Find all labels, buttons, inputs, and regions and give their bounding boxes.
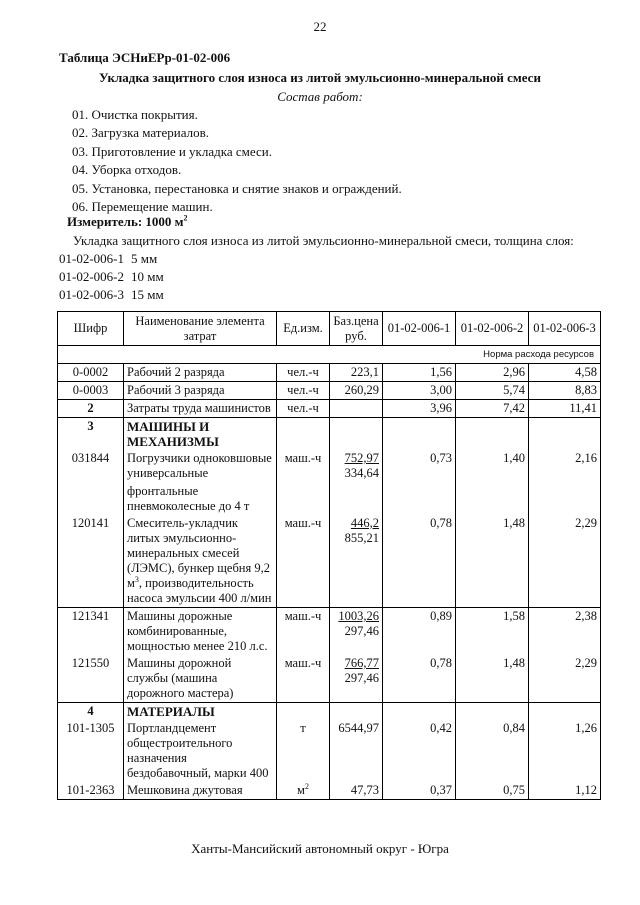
work-step: 04. Уборка отходов. bbox=[72, 162, 182, 178]
cell-unit: маш.-ч bbox=[277, 655, 330, 703]
cell-price: 260,29 bbox=[330, 382, 383, 400]
code-item bbox=[59, 268, 164, 286]
cell-v2: 1,48 bbox=[456, 515, 529, 608]
cell-v3: 2,29 bbox=[529, 515, 601, 608]
section-row bbox=[58, 703, 601, 721]
cell-unit: маш.-ч bbox=[277, 450, 330, 515]
code-value: 10 мм bbox=[131, 269, 164, 284]
code-value: 5 мм bbox=[131, 251, 158, 266]
cell-price: 223,1 bbox=[330, 364, 383, 382]
cell-v1: 0,37 bbox=[383, 782, 456, 800]
cell-name: Мешковина джутовая bbox=[124, 782, 277, 800]
header-price: Баз.цена руб. bbox=[330, 312, 383, 346]
page-footer: Ханты-Мансийский автономный округ - Югра bbox=[191, 841, 449, 856]
cell-unit bbox=[277, 782, 330, 800]
price-wage: 297,46 bbox=[344, 624, 379, 638]
cell-price bbox=[330, 400, 383, 418]
subtitle: Укладка защитного слоя износа из литой эмульсионно-минеральной смеси bbox=[99, 70, 541, 85]
price-wage: 334,64 bbox=[344, 466, 379, 480]
table-row bbox=[58, 382, 601, 400]
norma-row bbox=[58, 346, 601, 364]
header-c2: 01-02-006-2 bbox=[456, 312, 529, 346]
section-row bbox=[58, 418, 601, 451]
cell-v3: 4,58 bbox=[529, 364, 601, 382]
code-id: 01-02-006-1 bbox=[59, 251, 124, 266]
cell-v2: 1,58 bbox=[456, 608, 529, 656]
work-step: 02. Загрузка материалов. bbox=[72, 125, 209, 141]
cell-v3: 2,29 bbox=[529, 655, 601, 703]
work-steps-list bbox=[72, 106, 402, 216]
norma-label: Норма расхода ресурсов bbox=[58, 346, 601, 364]
work-composition-label: Состав работ: bbox=[277, 89, 363, 104]
work-step: 01. Очистка покрытия. bbox=[72, 107, 198, 122]
code-item bbox=[59, 250, 164, 268]
table-row bbox=[58, 655, 601, 703]
table-row bbox=[58, 400, 601, 418]
cell-code: 101-1305 bbox=[58, 720, 124, 782]
table-row bbox=[58, 608, 601, 656]
section-title: МАШИНЫ И МЕХАНИЗМЫ bbox=[124, 418, 277, 451]
cell-unit: чел.-ч bbox=[277, 400, 330, 418]
cell-v2: 5,74 bbox=[456, 382, 529, 400]
cell-name: Рабочий 2 разряда bbox=[124, 364, 277, 382]
price-base: 766,77 bbox=[344, 656, 379, 670]
header-code: Шифр bbox=[58, 312, 124, 346]
cell-v2: 2,96 bbox=[456, 364, 529, 382]
cell-v1: 3,96 bbox=[383, 400, 456, 418]
cell-v3: 2,16 bbox=[529, 450, 601, 515]
code-item bbox=[59, 286, 164, 304]
cell-v3: 1,26 bbox=[529, 720, 601, 782]
section-code: 4 bbox=[58, 703, 124, 721]
price-base: 1003,26 bbox=[338, 609, 379, 623]
measure-label: Измеритель: 1000 м bbox=[67, 214, 184, 229]
code-id: 01-02-006-2 bbox=[59, 269, 124, 284]
table-row bbox=[58, 782, 601, 800]
work-step: 03. Приготовление и укладка смеси. bbox=[72, 143, 272, 159]
cell-unit: маш.-ч bbox=[277, 515, 330, 608]
work-step: 05. Установка, перестановка и снятие знаков и ограждений. bbox=[72, 180, 402, 196]
resource-table bbox=[57, 311, 601, 800]
section-code: 3 bbox=[58, 418, 124, 451]
table-row bbox=[58, 720, 601, 782]
cell-unit: чел.-ч bbox=[277, 382, 330, 400]
cell-unit: чел.-ч bbox=[277, 364, 330, 382]
measure-unit bbox=[67, 214, 188, 230]
cell-code: 031844 bbox=[58, 450, 124, 515]
header-unit: Ед.изм. bbox=[277, 312, 330, 346]
cell-code: 101-2363 bbox=[58, 782, 124, 800]
table-title: Таблица ЭСНиЕРр-01-02-006 bbox=[59, 50, 231, 65]
cell-v3: 11,41 bbox=[529, 400, 601, 418]
price-wage: 297,46 bbox=[344, 671, 379, 685]
cell-name-tail: , производительность насоса эмульсии 400 л/мин bbox=[127, 576, 272, 605]
header-name: Наименование элемента затрат bbox=[124, 312, 277, 346]
unit-sup: 2 bbox=[304, 781, 309, 791]
cell-price: 6544,97 bbox=[330, 720, 383, 782]
cell-name: Затраты труда машинистов bbox=[124, 400, 277, 418]
cell-name bbox=[124, 515, 277, 608]
measure-sup: 2 bbox=[183, 213, 188, 223]
code-value: 15 мм bbox=[131, 287, 164, 302]
cell-price bbox=[330, 608, 383, 656]
price-wage: 855,21 bbox=[344, 531, 379, 545]
table-row bbox=[58, 364, 601, 382]
cell-name: Портландцемент общестроительного назначения бездобавочный, марки 400 bbox=[124, 720, 277, 782]
code-id: 01-02-006-3 bbox=[59, 287, 124, 302]
section-title: МАТЕРИАЛЫ bbox=[124, 703, 277, 721]
cell-v2: 1,48 bbox=[456, 655, 529, 703]
table-row bbox=[58, 450, 601, 515]
header-c3: 01-02-006-3 bbox=[529, 312, 601, 346]
unit-base: м bbox=[297, 783, 305, 797]
description: Укладка защитного слоя износа из литой эмульсионно-минеральной смеси, толщина слоя: bbox=[73, 233, 574, 248]
cell-v3: 8,83 bbox=[529, 382, 601, 400]
price-base: 752,97 bbox=[344, 451, 379, 465]
work-step: 06. Перемещение машин. bbox=[72, 198, 213, 214]
cell-price bbox=[330, 515, 383, 608]
cell-code: 121341 bbox=[58, 608, 124, 656]
price-base: 446,2 bbox=[350, 516, 379, 530]
cell-unit: маш.-ч bbox=[277, 608, 330, 656]
cell-name: Машины дорожные комбинированные, мощностью менее 210 л.с. bbox=[124, 608, 277, 656]
cell-v1: 0,78 bbox=[383, 655, 456, 703]
cell-v1: 0,73 bbox=[383, 450, 456, 515]
cell-v3: 1,12 bbox=[529, 782, 601, 800]
cell-v1: 3,00 bbox=[383, 382, 456, 400]
cell-code: 121550 bbox=[58, 655, 124, 703]
cell-code: 2 bbox=[58, 400, 124, 418]
cell-v1: 0,78 bbox=[383, 515, 456, 608]
cell-code: 0-0003 bbox=[58, 382, 124, 400]
cell-name: Рабочий 3 разряда bbox=[124, 382, 277, 400]
cell-name bbox=[124, 450, 277, 515]
cell-price bbox=[330, 450, 383, 515]
cell-v1: 0,42 bbox=[383, 720, 456, 782]
cell-name-a: Смеситель-укладчик литых эмульсионно-минеральных смесей (ЛЭМС), бункер щебня 9,2 м bbox=[127, 516, 270, 590]
cell-unit: т bbox=[277, 720, 330, 782]
page-number: 22 bbox=[313, 19, 327, 34]
cell-name: Машины дорожной службы (машина дорожного мастера) bbox=[124, 655, 277, 703]
cell-v2: 7,42 bbox=[456, 400, 529, 418]
cell-v1: 0,89 bbox=[383, 608, 456, 656]
cell-code: 120141 bbox=[58, 515, 124, 608]
cell-v2: 0,84 bbox=[456, 720, 529, 782]
cell-price bbox=[330, 655, 383, 703]
cell-v2: 1,40 bbox=[456, 450, 529, 515]
cell-name-a: Погрузчики одноковшовые универсальные bbox=[127, 451, 272, 480]
table-header bbox=[58, 312, 601, 346]
cell-name-b: фронтальные пневмоколесные до 4 т bbox=[127, 484, 250, 513]
cell-price: 47,73 bbox=[330, 782, 383, 800]
cell-v2: 0,75 bbox=[456, 782, 529, 800]
cell-v3: 2,38 bbox=[529, 608, 601, 656]
cell-code: 0-0002 bbox=[58, 364, 124, 382]
code-list bbox=[59, 250, 164, 304]
table-row bbox=[58, 515, 601, 608]
header-c1: 01-02-006-1 bbox=[383, 312, 456, 346]
cell-name-sup: 3 bbox=[134, 574, 139, 584]
cell-v1: 1,56 bbox=[383, 364, 456, 382]
